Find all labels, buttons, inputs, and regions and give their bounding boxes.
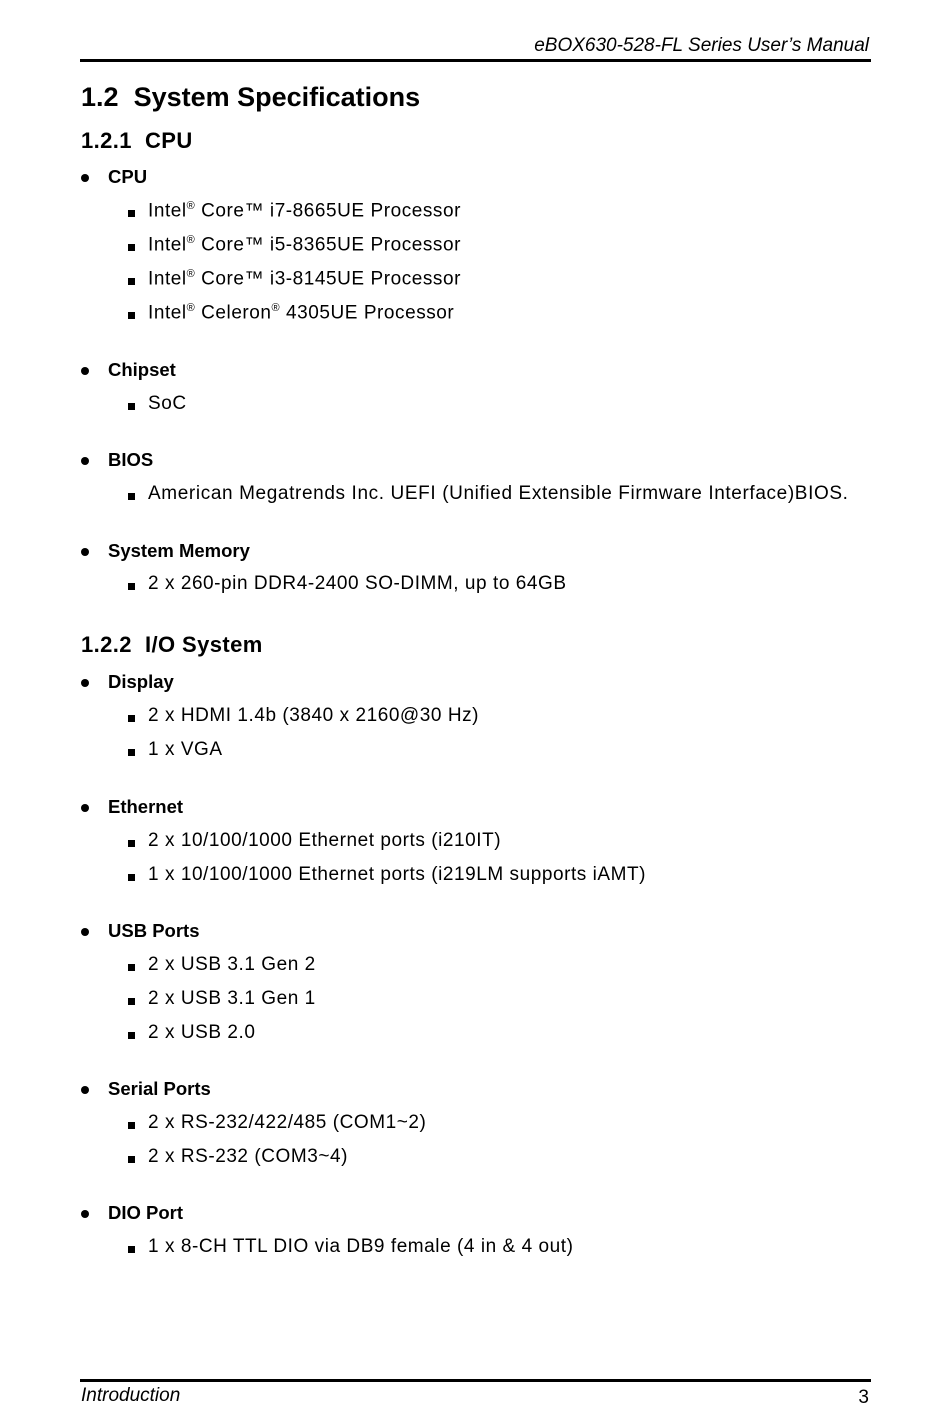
bullet-square-icon — [128, 493, 135, 500]
bullet-square-icon — [128, 874, 135, 881]
usb-item: 2 x USB 2.0 — [148, 1022, 256, 1043]
bullet-square-icon — [128, 964, 135, 971]
bullet-square-icon — [128, 403, 135, 410]
usb-item: 2 x USB 3.1 Gen 1 — [148, 988, 316, 1009]
section-number: 1.2 — [81, 82, 119, 112]
bullet-square-icon — [128, 840, 135, 847]
subsection-number: 1.2.1 — [81, 128, 132, 153]
bullet-square-icon — [128, 210, 135, 217]
bullet-dot-icon — [81, 679, 89, 687]
group-title-dio: DIO Port — [108, 1202, 184, 1223]
footer-divider — [80, 1379, 871, 1382]
subsection-heading-cpu — [81, 128, 193, 154]
subsection-heading-io — [81, 632, 263, 658]
display-item: 2 x HDMI 1.4b (3840 x 2160@30 Hz) — [148, 705, 480, 726]
bullet-dot-icon — [81, 174, 89, 182]
memory-item: 2 x 260-pin DDR4-2400 SO-DIMM, up to 64GB — [148, 573, 567, 594]
serial-item: 2 x RS-232/422/485 (COM1~2) — [148, 1112, 427, 1133]
ethernet-item: 1 x 10/100/1000 Ethernet ports (i219LM supports iAMT) — [148, 864, 647, 885]
registered-mark: ® — [271, 302, 281, 314]
display-item: 1 x VGA — [148, 739, 223, 760]
bullet-square-icon — [128, 715, 135, 722]
bullet-square-icon — [128, 278, 135, 285]
section-heading — [81, 82, 420, 113]
bullet-dot-icon — [81, 928, 89, 936]
group-title-usb: USB Ports — [108, 920, 200, 941]
bullet-square-icon — [128, 1156, 135, 1163]
bullet-dot-icon — [81, 804, 89, 812]
cpu-item: Intel® Celeron® 4305UE Processor — [148, 302, 455, 324]
cpu-item: Intel® Core™ i5-8365UE Processor — [148, 234, 461, 256]
bullet-dot-icon — [81, 457, 89, 465]
subsection-title: CPU — [144, 128, 193, 153]
group-title-bios: BIOS — [108, 449, 154, 470]
group-title-memory: System Memory — [108, 540, 250, 561]
group-title-serial: Serial Ports — [108, 1078, 211, 1099]
bullet-square-icon — [128, 1122, 135, 1129]
bullet-square-icon — [128, 1032, 135, 1039]
section-title: System Specifications — [133, 82, 421, 112]
subsection-number: 1.2.2 — [81, 632, 132, 657]
serial-item: 2 x RS-232 (COM3~4) — [148, 1146, 348, 1167]
bullet-square-icon — [128, 244, 135, 251]
cpu-item: Intel® Core™ i7-8665UE Processor — [148, 200, 461, 222]
bullet-square-icon — [128, 312, 135, 319]
header-divider — [80, 59, 871, 62]
footer-chapter: Introduction — [81, 1385, 181, 1406]
group-title-cpu: CPU — [108, 166, 148, 187]
usb-item: 2 x USB 3.1 Gen 2 — [148, 954, 316, 975]
registered-mark: ® — [186, 268, 196, 280]
subsection-title: I/O System — [144, 632, 263, 657]
bullet-dot-icon — [81, 1086, 89, 1094]
manual-title: eBOX630-528-FL Series User’s Manual — [534, 35, 869, 56]
bullet-square-icon — [128, 998, 135, 1005]
bios-item: American Megatrends Inc. UEFI (Unified Extensible Firmware Interface)BIOS. — [148, 483, 849, 504]
page-number: 3 — [858, 1387, 869, 1408]
dio-item: 1 x 8-CH TTL DIO via DB9 female (4 in & 4 out) — [148, 1236, 574, 1257]
bullet-square-icon — [128, 1246, 135, 1253]
bullet-dot-icon — [81, 548, 89, 556]
group-title-ethernet: Ethernet — [108, 796, 184, 817]
group-title-chipset: Chipset — [108, 359, 176, 380]
bullet-dot-icon — [81, 1210, 89, 1218]
chipset-item: SoC — [148, 393, 187, 414]
bullet-square-icon — [128, 583, 135, 590]
group-title-display: Display — [108, 671, 174, 692]
registered-mark: ® — [186, 200, 196, 212]
cpu-item: Intel® Core™ i3-8145UE Processor — [148, 268, 461, 290]
ethernet-item: 2 x 10/100/1000 Ethernet ports (i210IT) — [148, 830, 502, 851]
bullet-dot-icon — [81, 367, 89, 375]
registered-mark: ® — [186, 234, 196, 246]
registered-mark: ® — [186, 302, 196, 314]
bullet-square-icon — [128, 749, 135, 756]
